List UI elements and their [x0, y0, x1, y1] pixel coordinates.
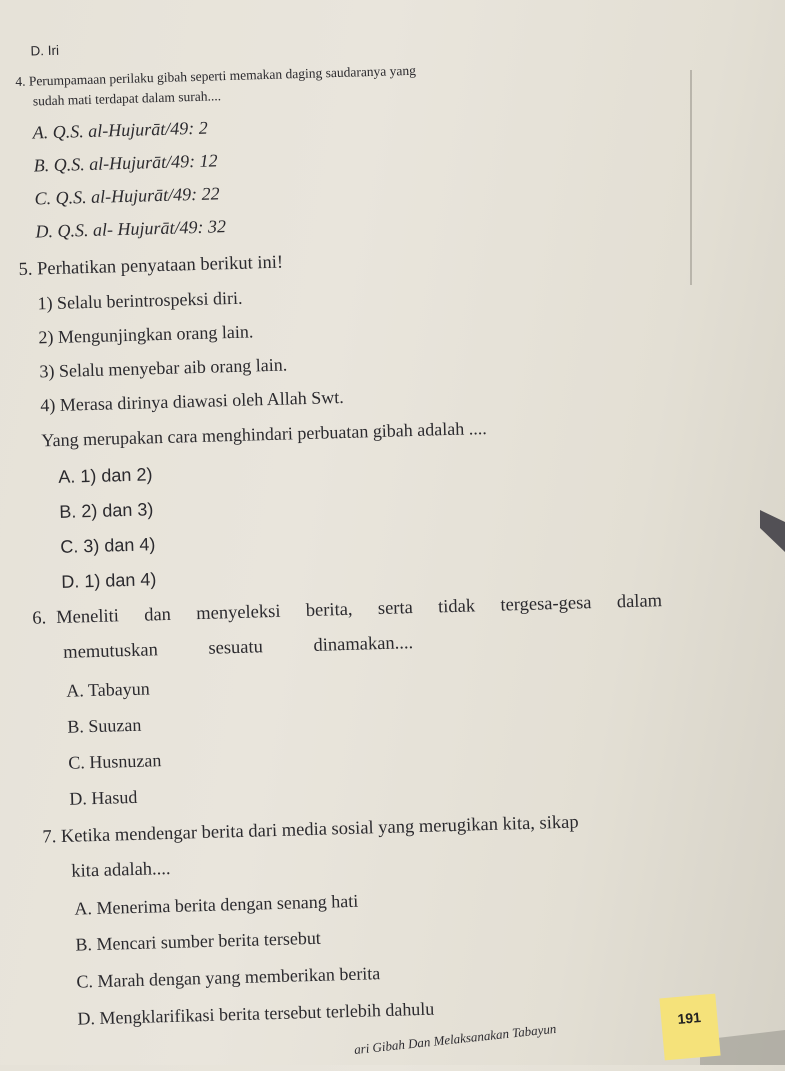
q7-option-b: B. Mencari sumber berita tersebut [75, 927, 322, 955]
q5-statement-2: 2) Mengunjingkan orang lain. [38, 321, 254, 348]
q7-option-a: A. Menerima berita dengan senang hati [74, 890, 359, 919]
q4-stem-line2: sudah mati terdapat dalam surah.... [32, 88, 222, 109]
q4-option-c: C. Q.S. al-Hujurāt/49: 22 [34, 183, 220, 209]
q6-number: 6. [32, 608, 47, 629]
q4-option-b: B. Q.S. al-Hujurāt/49: 12 [33, 150, 218, 176]
q5-statement-4: 4) Merasa dirinya diawasi oleh Allah Swt. [40, 386, 344, 416]
q6-word: serta [377, 598, 414, 620]
q6-word: Meneliti [55, 606, 120, 629]
q6-option-b: B. Suuzan [67, 714, 142, 737]
q7-option-d: D. Mengklarifikasi berita tersebut terlebih dahulu [77, 998, 435, 1029]
q5-option-a: A. 1) dan 2) [58, 464, 153, 487]
q4-prev-option-d: D. Iri [30, 42, 60, 59]
q5-statement-1: 1) Selalu berintrospeksi diri. [37, 287, 243, 314]
q7-number: 7. [42, 827, 57, 848]
q6-option-a: A. Tabayun [66, 678, 150, 701]
q6-word: berita, [305, 599, 353, 622]
q6-option-c: C. Husnuzan [68, 750, 162, 773]
page-number-badge [659, 994, 720, 1061]
q6-word: dinamakan.... [313, 633, 414, 656]
q6-word: sesuatu [208, 637, 264, 659]
q6-word: dalam [616, 591, 663, 613]
q6-word: dan [143, 604, 172, 626]
q5-option-d: D. 1) dan 4) [61, 569, 157, 592]
q5-prompt: Yang merupakan cara menghindari perbuatan gibah adalah .... [41, 417, 487, 451]
q6-word: menyeleksi [195, 601, 281, 625]
q5-number: 5. [18, 259, 33, 280]
q4-option-d: D. Q.S. al- Hujurāt/49: 32 [35, 216, 227, 242]
running-title: ari Gibah Dan Melaksanakan Tabayun [353, 1020, 557, 1058]
q5-statement-3: 3) Selalu menyebar aib orang lain. [39, 354, 288, 382]
q7-stem-line2: kita adalah.... [71, 858, 171, 882]
q4-stem-text: Perumpamaan perilaku gibah seperti memakan daging saudaranya yang [28, 62, 417, 89]
q7-option-c: C. Marah dengan yang memberikan berita [76, 963, 381, 992]
q6-word: tergesa-gesa [500, 593, 592, 616]
q5-option-c: C. 3) dan 4) [60, 534, 156, 557]
q6-word: memutuskan [63, 640, 159, 663]
q7-stem-text: Ketika mendengar berita dari media sosial yang merugikan kita, sikap [60, 812, 579, 847]
q6-option-d: D. Hasud [69, 786, 138, 809]
q5-stem-text: Perhatikan penyataan berikut ini! [36, 252, 284, 280]
q4-option-a: A. Q.S. al-Hujurāt/49: 2 [32, 117, 208, 143]
page-number: 191 [676, 1009, 702, 1028]
q4-number: 4. [15, 73, 26, 89]
q5-option-b: B. 2) dan 3) [59, 499, 154, 522]
q6-word: tidak [437, 596, 476, 618]
